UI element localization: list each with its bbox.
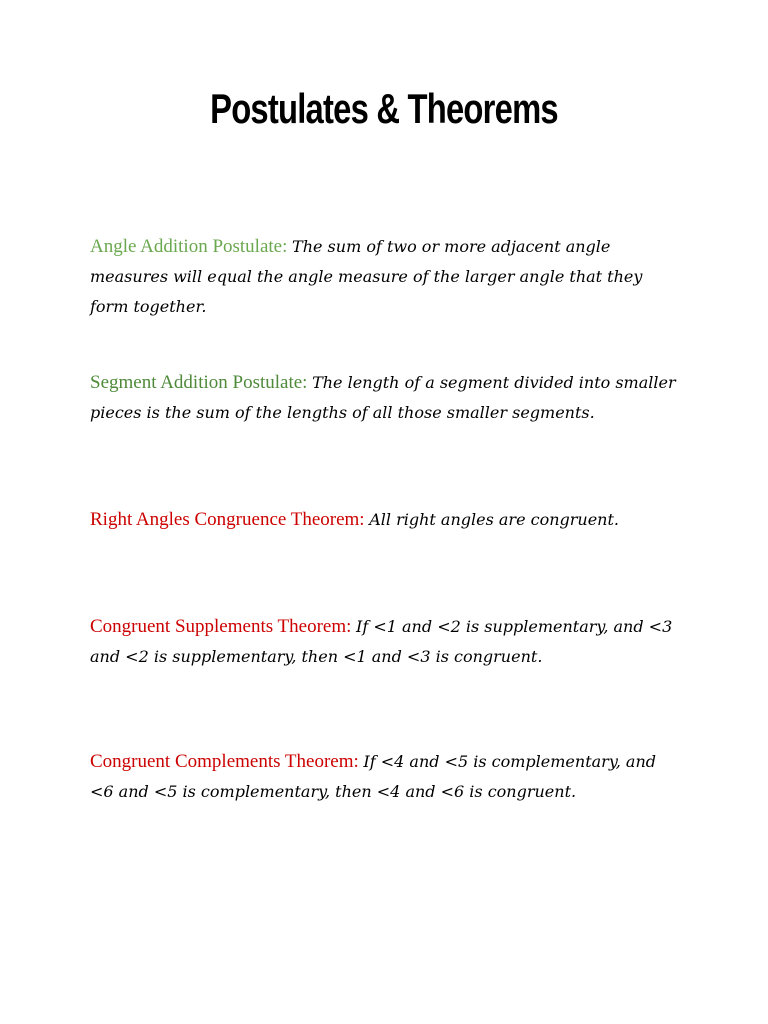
entry-term: Congruent Supplements Theorem: [90,616,352,637]
entry-definition: All right angles are congruent. [369,510,619,529]
entry-term: Segment Addition Postulate: [90,372,308,393]
entry-congruent-complements-theorem [90,747,680,807]
entry-angle-addition-postulate [90,232,680,322]
page-title: Postulates & Theorems [210,85,558,132]
entry-definition: The sum of two or more adjacent angle measures will equal the angle measure of the larger angle that they form together. [90,237,643,316]
entry-term: Right Angles Congruence Theorem: [90,509,365,530]
entry-definition: If <4 and <5 is complementary, and <6 and <5 is complementary, then <4 and <6 is congruent. [90,752,656,801]
entry-segment-addition-postulate [90,368,680,428]
entry-term: Angle Addition Postulate: [90,236,288,257]
entry-congruent-supplements-theorem [90,612,680,672]
entry-right-angles-congruence-theorem [90,505,680,535]
entry-definition: The length of a segment divided into smaller pieces is the sum of the lengths of all those smaller segments. [90,373,676,422]
entry-definition: If <1 and <2 is supplementary, and <3 and <2 is supplementary, then <1 and <3 is congruent. [90,617,673,666]
entry-term: Congruent Complements Theorem: [90,751,359,772]
